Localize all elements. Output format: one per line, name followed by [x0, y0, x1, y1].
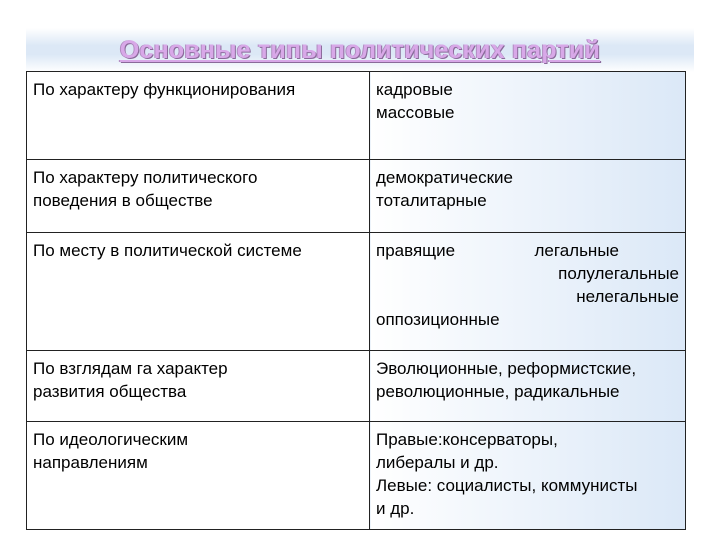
type-item: демократические [376, 168, 513, 187]
type-item: Правые:консерваторы, [376, 430, 558, 449]
criterion-text: По характеру политического [33, 168, 258, 187]
criterion-text: По идеологическим [33, 430, 189, 449]
types-cell [370, 233, 686, 351]
types-cell [370, 422, 686, 530]
criterion-cell [27, 160, 370, 233]
type-item: Левые: социалисты, коммунисты [376, 476, 638, 495]
types-cell [370, 160, 686, 233]
party-types-table [26, 71, 686, 530]
table-row [27, 233, 686, 351]
type-item: и др. [376, 499, 415, 518]
type-item: полулегальные [558, 264, 679, 283]
type-item: революционные, радикальные [376, 382, 620, 401]
type-item: правящие [376, 241, 456, 260]
type-item: нелегальные [576, 287, 679, 306]
criterion-text: направлениям [33, 453, 148, 472]
types-cell [370, 72, 686, 160]
table-row [27, 351, 686, 422]
type-item: либералы и др. [376, 453, 499, 472]
criterion-cell [27, 233, 370, 351]
type-item: оппозиционные [376, 310, 500, 329]
type-item: легальные [534, 241, 619, 260]
criterion-text: поведения в обществе [33, 191, 213, 210]
type-item: тоталитарные [376, 191, 487, 210]
types-cell [370, 351, 686, 422]
criterion-cell [27, 351, 370, 422]
criterion-text: развития общества [33, 382, 187, 401]
type-line [376, 239, 679, 262]
criterion-text: По характеру функционирования [33, 80, 296, 99]
table-row [27, 72, 686, 160]
criterion-text: По месту в политической системе [33, 241, 302, 260]
type-item: массовые [376, 103, 455, 122]
type-item: Эволюционные, реформистские, [376, 359, 637, 378]
table-row [27, 422, 686, 530]
criterion-cell [27, 422, 370, 530]
slide-title: Основные типы политических партий [119, 36, 601, 64]
table-row [27, 160, 686, 233]
criterion-cell [27, 72, 370, 160]
criterion-text: По взглядам га характер [33, 359, 228, 378]
type-item: кадровые [376, 80, 453, 99]
